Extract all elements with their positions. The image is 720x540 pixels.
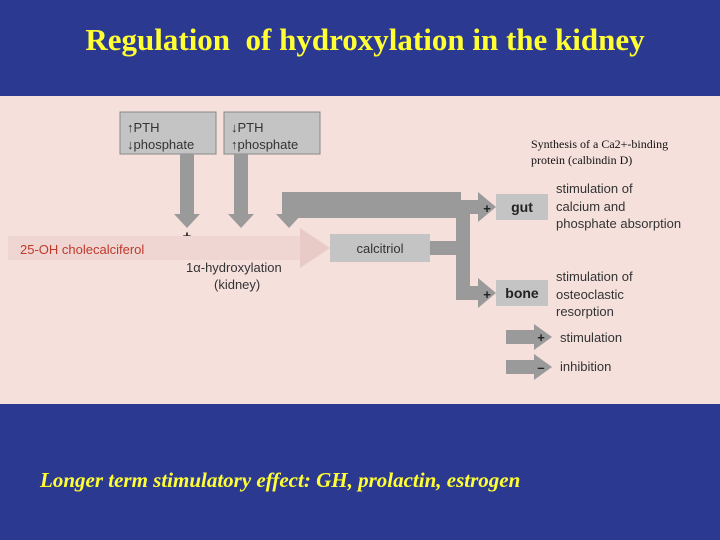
note-line2: protein (calbindin D) bbox=[531, 153, 633, 167]
bone-label: bone bbox=[505, 285, 539, 301]
gut-effect-line2: calcium and bbox=[556, 199, 626, 214]
sign-plus-gut: + bbox=[483, 201, 491, 216]
note-line1: Synthesis of a Ca2+-binding bbox=[531, 137, 669, 151]
source-label: 25-OH cholecalciferol bbox=[20, 242, 145, 257]
arrow-head-right bbox=[228, 214, 254, 228]
branch-trunk bbox=[456, 200, 470, 300]
enzyme-line1: 1α-hydroxylation bbox=[186, 260, 282, 275]
legend-inhibition-arrow bbox=[506, 360, 536, 374]
legend-inhibition: inhibition bbox=[560, 359, 612, 374]
gut-label: gut bbox=[511, 199, 533, 215]
legend-stimulation: stimulation bbox=[560, 330, 623, 345]
bone-effect-line2: osteoclastic bbox=[556, 287, 624, 302]
box-left-line1: ↑PTH bbox=[127, 120, 160, 135]
sign-plus-bone: + bbox=[483, 287, 491, 302]
arrow-stem-right bbox=[234, 154, 248, 218]
gut-effect-line3: phosphate absorption bbox=[556, 216, 682, 231]
feedback-arrow-head bbox=[276, 214, 302, 228]
legend-plus: + bbox=[537, 330, 545, 345]
enzyme-line2: (kidney) bbox=[214, 277, 261, 292]
arrow-stem-left bbox=[180, 154, 194, 218]
arrow-head-left bbox=[174, 214, 200, 228]
box-right-line1: ↓PTH bbox=[231, 120, 264, 135]
slide-title: Regulation of hydroxylation in the kidney bbox=[85, 22, 645, 57]
bone-effect-line1: stimulation of bbox=[556, 269, 633, 284]
main-arrow-head bbox=[300, 228, 330, 268]
footer-note: Longer term stimulatory effect: GH, prolactin, estrogen bbox=[40, 468, 521, 492]
legend-stimulation-arrow bbox=[506, 330, 536, 344]
legend-minus: – bbox=[537, 360, 545, 375]
box-right-line2: ↑phosphate bbox=[231, 137, 299, 152]
calcitriol-label: calcitriol bbox=[356, 241, 404, 256]
hydroxylation-diagram bbox=[0, 96, 720, 404]
box-left-line2: ↓phosphate bbox=[127, 137, 195, 152]
gut-effect-line1: stimulation of bbox=[556, 181, 633, 196]
diagram-panel bbox=[0, 96, 720, 404]
bone-effect-line3: resorption bbox=[556, 304, 614, 319]
